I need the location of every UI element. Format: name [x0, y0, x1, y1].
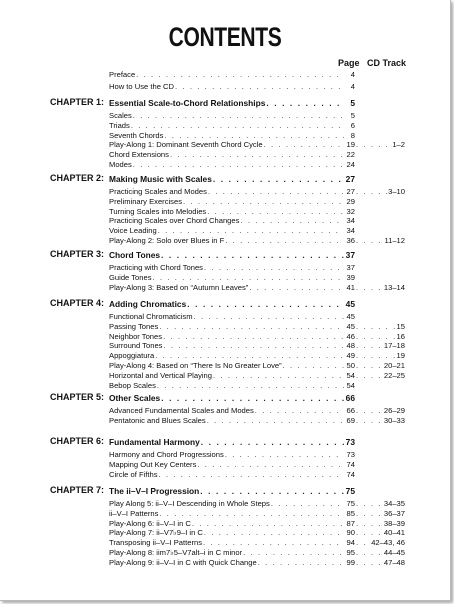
toc-entry: [109, 121, 405, 131]
entry-title: Play-Along 4: Based on “There Is No Greater Love”: [109, 361, 282, 370]
entry-title: The ii–V–I Progression: [109, 486, 200, 496]
page-number: 45: [345, 299, 355, 309]
entry-title: Chord Tones: [109, 250, 161, 260]
dot-leader: [133, 111, 344, 121]
dot-leader: [271, 499, 344, 509]
entry-title: Play-Along 3: Based on “Autumn Leaves”: [109, 282, 249, 292]
dot-leader: [157, 381, 344, 391]
cd-track-number: 17–18: [383, 341, 405, 351]
cd-track: [355, 528, 405, 538]
chapter-title: [109, 486, 405, 496]
dot-leader: [161, 393, 344, 403]
cd-track: [355, 332, 405, 342]
page-number: 45: [346, 312, 355, 321]
chapter-label: CHAPTER 1:: [50, 97, 105, 107]
toc-entry: [109, 216, 405, 226]
dot-leader: [213, 371, 344, 381]
cd-track-number: 34–35: [383, 499, 405, 508]
page-number: 37: [346, 263, 355, 272]
dot-leader: [192, 519, 344, 529]
chapter-label: CHAPTER 2:: [50, 173, 105, 183]
dot-leader: [153, 273, 345, 283]
cd-track-number: 47–48: [383, 557, 405, 567]
chapter-title: [109, 250, 405, 260]
dot-leader: [208, 187, 344, 197]
cd-track-number: 19: [396, 351, 405, 361]
cd-track-number: 1–2: [392, 140, 405, 150]
page-number: 66: [346, 406, 355, 415]
page-number: 5: [350, 111, 355, 120]
toc-entry: [109, 197, 405, 207]
dot-leader: [356, 140, 391, 150]
dot-leader: [159, 470, 344, 480]
page-number: 48: [346, 341, 355, 351]
entry-title: How to Use the CD: [109, 82, 174, 91]
toc-entry: [109, 341, 405, 351]
dot-leader: [283, 361, 344, 371]
dot-leader: [136, 70, 344, 80]
page-number: 54: [346, 380, 355, 390]
toc-entry: [109, 273, 405, 283]
page-number: 32: [346, 206, 355, 216]
chapter-title: [109, 299, 405, 309]
toc-entry: [109, 131, 405, 141]
entry-title: Turning Scales into Melodies: [109, 206, 207, 216]
dot-leader: [213, 174, 344, 184]
cd-track-number: 44–45: [383, 548, 405, 557]
page-number: 4: [350, 82, 355, 91]
dot-leader: [207, 207, 344, 217]
entry-title: Making Music with Scales: [109, 174, 212, 184]
toc-entry: [109, 519, 405, 529]
toc-entry: [109, 160, 405, 170]
entry-title: Modes: [109, 160, 132, 169]
page-number: 27: [346, 187, 355, 196]
entry-title: Harmony and Chord Progressions: [109, 450, 224, 459]
entry-title: Fundamental Harmony: [109, 437, 200, 447]
dot-leader: [356, 236, 383, 246]
toc-entry: [109, 226, 405, 236]
cd-track: [355, 558, 405, 568]
page-number: 24: [346, 160, 355, 169]
cd-track-number: 13–14: [383, 282, 405, 292]
page-number: 37: [345, 250, 355, 260]
page-number: 46: [346, 331, 355, 341]
page-number: 74: [346, 469, 355, 479]
page-number: 73: [346, 450, 355, 459]
entry-title: Practicing Scales over Chord Changes: [109, 216, 240, 226]
dot-leader: [225, 236, 344, 246]
toc-entry: [109, 509, 405, 519]
cd-track: [355, 341, 405, 351]
page-number: 4: [350, 70, 355, 79]
page-column-header: Page: [338, 58, 360, 68]
cd-track: [355, 187, 405, 197]
toc-entry: [109, 236, 405, 246]
toc-entry: [109, 312, 405, 322]
dot-leader: [204, 263, 344, 273]
chapter-label: CHAPTER 7:: [50, 485, 105, 495]
cd-track-number: 15: [396, 321, 405, 331]
chapter-title: [109, 174, 405, 184]
entry-title: Pentatonic and Blues Scales: [109, 415, 206, 425]
page-number: 87: [346, 518, 355, 528]
entry-title: Play-Along 8: iim7♭5–V7alt–i in C minor: [109, 548, 243, 557]
entry-title: Other Scales: [109, 393, 161, 403]
entry-title: Chord Extensions: [109, 150, 169, 160]
entry-title: Play-Along 1: Dominant Seventh Chord Cycle: [109, 140, 263, 150]
cd-track: [355, 361, 405, 371]
dot-leader: [161, 250, 344, 260]
dot-leader: [356, 322, 396, 332]
toc-entry: [109, 499, 405, 509]
dot-leader: [356, 528, 383, 538]
dot-leader: [201, 437, 344, 447]
entry-title: Play Along 5: ii–V–I Descending in Whole Steps: [109, 499, 270, 508]
entry-title: Guide Tones: [109, 272, 152, 282]
entry-title: Voice Leading: [109, 226, 157, 236]
cd-track: [355, 351, 405, 361]
dot-leader: [183, 197, 344, 207]
cd-track: [355, 236, 405, 246]
dot-leader: [356, 361, 383, 371]
page-number: 69: [346, 415, 355, 425]
dot-leader: [356, 416, 383, 426]
entry-title: Practicing Scales and Modes: [109, 187, 207, 196]
toc-entry: [109, 322, 405, 332]
dot-leader: [356, 187, 387, 197]
cd-track-number: 11–12: [384, 236, 405, 245]
page-number: 34: [346, 226, 355, 236]
page-number: 29: [346, 196, 355, 206]
entry-title: Neighbor Tones: [109, 331, 163, 341]
page-number: 94: [346, 538, 355, 548]
cd-track: [355, 548, 405, 558]
toc-entry: [109, 70, 405, 80]
page-number: 74: [346, 459, 355, 469]
cd-track: [355, 283, 405, 293]
cd-track-number: 26–29: [383, 406, 405, 415]
dot-leader: [194, 312, 344, 322]
page-number: 5: [350, 98, 355, 108]
toc-entry: [109, 416, 405, 426]
cd-track-number: 42–43, 46: [371, 538, 405, 548]
chapter-label: CHAPTER 6:: [50, 436, 105, 446]
toc-entry: [109, 283, 405, 293]
toc-entry: [109, 150, 405, 160]
page-number: 90: [346, 528, 355, 538]
page-number: 39: [346, 272, 355, 282]
cd-track-number: 20–21: [383, 361, 405, 370]
toc-entry: [109, 140, 405, 150]
cd-track: [355, 499, 405, 509]
entry-title: Triads: [109, 120, 130, 130]
dot-leader: [197, 460, 344, 470]
toc-entry: [109, 332, 405, 342]
entry-title: Passing Tones: [109, 321, 159, 331]
page-title: CONTENTS: [168, 22, 282, 52]
dot-leader: [163, 332, 344, 342]
dot-leader: [264, 140, 344, 150]
entry-title: Preface: [109, 70, 136, 79]
dot-leader: [243, 548, 344, 558]
toc-entry: [109, 548, 405, 558]
dot-leader: [159, 509, 344, 519]
page-number: 36: [346, 236, 355, 245]
cd-track: [355, 322, 405, 332]
entry-title: Play-Along 9: ii–V–I in C with Quick Change: [109, 557, 257, 567]
entry-title: Appoggiatura: [109, 351, 155, 361]
cd-track: [355, 519, 405, 529]
toc-entry: [109, 406, 405, 416]
page-number: 22: [346, 150, 355, 160]
page-number: 27: [345, 174, 355, 184]
page-number: 49: [346, 351, 355, 361]
cd-track-number: 36–37: [383, 508, 405, 518]
toc-entry: [109, 111, 405, 121]
dot-leader: [255, 406, 344, 416]
page-number: 75: [346, 499, 355, 508]
entry-title: Essential Scale-to-Chord Relationships: [109, 98, 266, 108]
dot-leader: [356, 499, 383, 509]
entry-title: Surround Tones: [109, 341, 163, 351]
entry-title: Play-Along 7: ii–V7♭9–I in C: [109, 528, 203, 538]
chapter-label: CHAPTER 4:: [50, 298, 105, 308]
toc-entry: [109, 538, 405, 548]
entry-title: Preliminary Exercises: [109, 196, 183, 206]
chapter-title: [109, 393, 405, 403]
cd-track: [355, 416, 405, 426]
toc-entry: [109, 371, 405, 381]
chapter-label: CHAPTER 3:: [50, 249, 105, 259]
cd-track: [355, 371, 405, 381]
dot-leader: [155, 351, 344, 361]
dot-leader: [158, 226, 344, 236]
cd-track: [355, 406, 405, 416]
dot-leader: [356, 538, 370, 548]
page-number: 54: [346, 370, 355, 380]
cd-track-number: 30–33: [383, 415, 405, 425]
page-number: 34: [346, 216, 355, 226]
cd-track-number: 38–39: [383, 518, 405, 528]
entry-title: Transposing ii–V–I Patterns: [109, 538, 203, 548]
dot-leader: [170, 150, 344, 160]
entry-title: Seventh Chords: [109, 130, 164, 140]
dot-leader: [163, 341, 344, 351]
dot-leader: [356, 558, 383, 568]
dot-leader: [200, 486, 344, 496]
page-number: 85: [346, 508, 355, 518]
entry-title: Scales: [109, 111, 132, 120]
dot-leader: [356, 371, 383, 381]
toc-entry: [109, 381, 405, 391]
dot-leader: [356, 406, 383, 416]
page-number: 6: [350, 120, 355, 130]
toc-entry: [109, 263, 405, 273]
dot-leader: [131, 121, 344, 131]
entry-title: Practicing with Chord Tones: [109, 263, 203, 272]
dot-leader: [203, 538, 344, 548]
chapter-title: [109, 98, 405, 108]
cd-track: [355, 538, 405, 548]
page-number: 8: [350, 130, 355, 140]
dot-leader: [356, 332, 396, 342]
chapter-label: CHAPTER 5:: [50, 392, 105, 402]
toc-entry: [109, 361, 405, 371]
toc-entry: [109, 450, 405, 460]
dot-leader: [187, 299, 344, 309]
dot-leader: [207, 416, 344, 426]
entry-title: Functional Chromaticism: [109, 312, 193, 321]
chapter-title: [109, 437, 405, 447]
cd-track: [355, 509, 405, 519]
entry-title: Circle of Fifths: [109, 469, 158, 479]
page-number: 50: [346, 361, 355, 370]
entry-title: Play-Along 2: Solo over Blues in F: [109, 236, 225, 245]
dot-leader: [175, 82, 344, 92]
dot-leader: [356, 341, 383, 351]
cd-track-column-header: CD Track: [367, 58, 407, 68]
page-number: 41: [346, 282, 355, 292]
dot-leader: [204, 528, 344, 538]
page-number: 95: [346, 548, 355, 557]
toc-entry: [109, 460, 405, 470]
toc-entry: [109, 528, 405, 538]
cd-track-number: 40–41: [383, 528, 405, 538]
cd-track-number: 22–25: [383, 370, 405, 380]
entry-title: Horizontal and Vertical Playing: [109, 370, 212, 380]
dot-leader: [258, 558, 344, 568]
toc-entry: [109, 187, 405, 197]
page-number: 99: [346, 557, 355, 567]
dot-leader: [356, 509, 383, 519]
toc-entry: [109, 207, 405, 217]
page-number: 19: [346, 140, 355, 150]
entry-title: Play-Along 6: ii–V–I in C: [109, 518, 191, 528]
entry-title: Mapping Out Key Centers: [109, 459, 197, 469]
dot-leader: [249, 283, 344, 293]
page-number: 75: [345, 486, 355, 496]
dot-leader: [266, 98, 344, 108]
entry-title: Advanced Fundamental Scales and Modes: [109, 406, 254, 415]
dot-leader: [164, 131, 344, 141]
dot-leader: [225, 450, 344, 460]
page-number: 73: [345, 437, 355, 447]
dot-leader: [159, 322, 344, 332]
cd-track-number: 16: [396, 331, 405, 341]
entry-title: Bebop Scales: [109, 380, 156, 390]
page-number: 66: [345, 393, 355, 403]
dot-leader: [356, 519, 383, 529]
toc-entry: [109, 82, 405, 92]
cd-track: [355, 140, 405, 150]
cd-track-number: 3–10: [388, 187, 405, 196]
dot-leader: [240, 216, 344, 226]
entry-title: Adding Chromatics: [109, 299, 187, 309]
entry-title: ii–V–I Patterns: [109, 508, 159, 518]
dot-leader: [356, 548, 383, 558]
dot-leader: [133, 160, 344, 170]
toc-entry: [109, 351, 405, 361]
toc-entry: [109, 558, 405, 568]
page-number: 45: [346, 321, 355, 331]
dot-leader: [356, 351, 396, 361]
dot-leader: [356, 283, 383, 293]
toc-entry: [109, 470, 405, 480]
